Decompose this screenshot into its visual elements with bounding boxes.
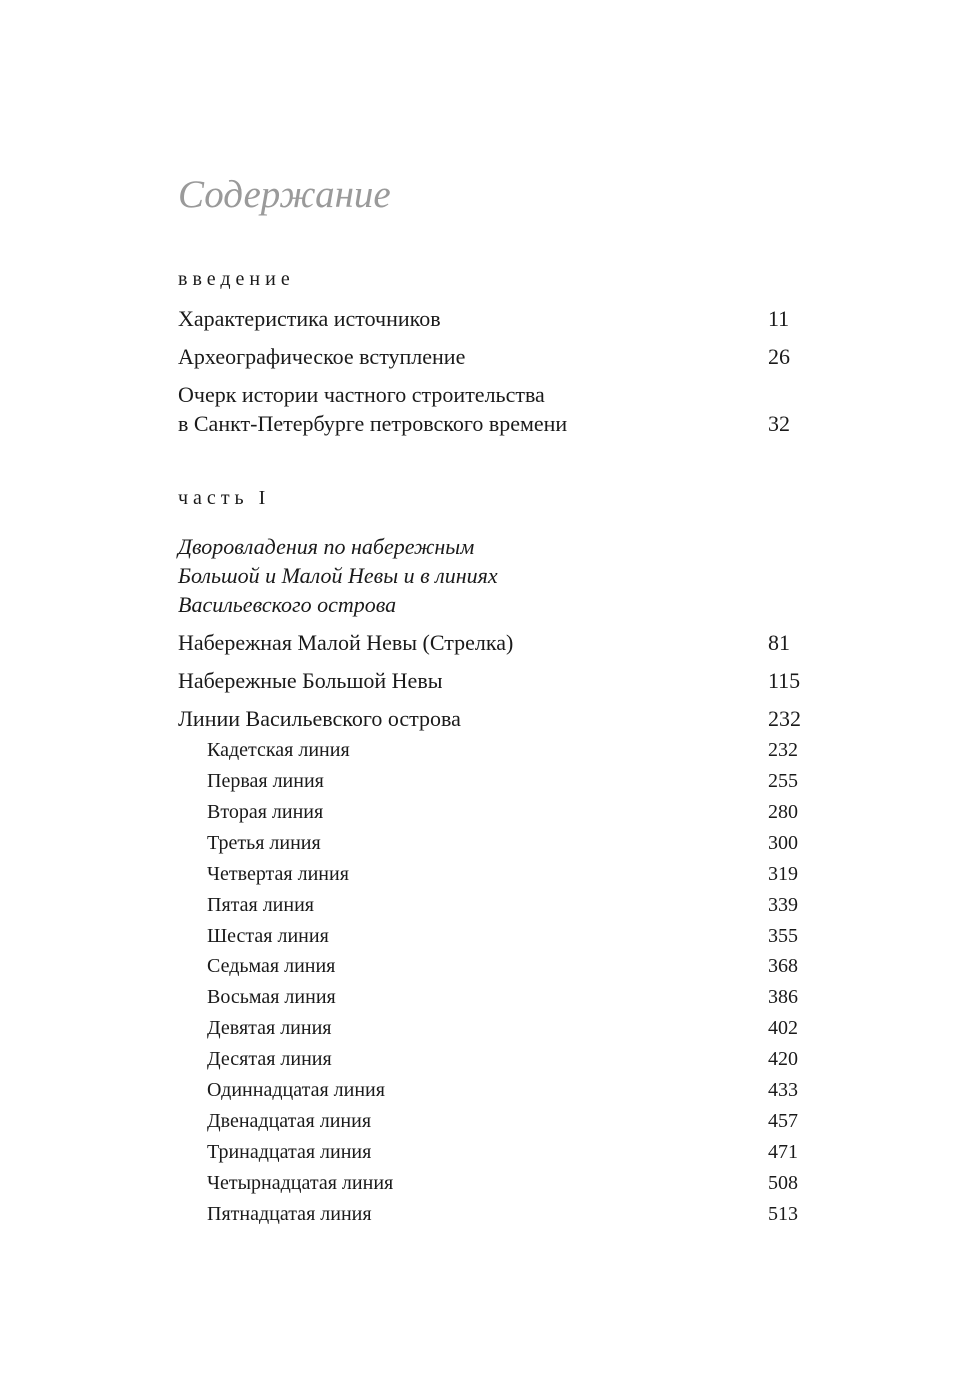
toc-subentry-title: Одиннадцатая линия: [207, 1079, 385, 1101]
toc-subentry-page: 368: [768, 955, 798, 977]
toc-entry-title: Археографическое вступление: [178, 344, 466, 369]
toc-subentry-page: 386: [768, 986, 798, 1008]
toc-entry-page: 26: [768, 344, 790, 369]
toc-subentry-page: 232: [768, 739, 798, 761]
page-title: Содержание: [178, 173, 391, 216]
toc-subentry[interactable]: [207, 923, 803, 949]
toc-subentry[interactable]: [207, 768, 803, 794]
toc-subentry[interactable]: [207, 1077, 803, 1103]
toc-subentry-title: Первая линия: [207, 770, 324, 792]
toc-subentry[interactable]: [207, 1046, 803, 1072]
toc-subentry[interactable]: [207, 892, 803, 918]
toc-subentry-page: 420: [768, 1048, 798, 1070]
toc-subentry[interactable]: [207, 953, 803, 979]
part-heading: [178, 532, 498, 619]
toc-subentry[interactable]: [207, 737, 803, 763]
toc-entry-page: 232: [768, 706, 801, 731]
toc-entry-title-line: Очерк истории частного строительства: [178, 382, 545, 407]
toc-subentry-title: Кадетская линия: [207, 739, 350, 761]
toc-subentry-page: 433: [768, 1079, 798, 1101]
part-heading-line: Большой и Малой Невы и в линиях: [178, 563, 498, 588]
toc-subentry-page: 402: [768, 1017, 798, 1039]
toc-entry-title: Характеристика источников: [178, 306, 441, 331]
toc-subentry-page: 280: [768, 801, 798, 823]
toc-subentry[interactable]: [207, 799, 803, 825]
toc-subentry-title: Вторая линия: [207, 801, 324, 823]
toc-entry-title-line: в Санкт-Петербурге петровского времени: [178, 411, 568, 436]
toc-entry-page: 11: [768, 306, 790, 331]
toc-subentry-page: 513: [768, 1203, 798, 1225]
toc-subentry[interactable]: [207, 1139, 803, 1165]
toc-subentry[interactable]: [207, 1201, 803, 1227]
toc-subentry-title: Восьмая линия: [207, 986, 336, 1008]
toc-subentry[interactable]: [207, 984, 803, 1010]
toc-subentry-page: 255: [768, 770, 798, 792]
toc-subentry-title: Четвертая линия: [207, 863, 349, 885]
toc-subentry-page: 508: [768, 1172, 798, 1194]
toc-subentry-title: Девятая линия: [207, 1017, 332, 1039]
toc-subentry-page: 355: [768, 925, 798, 947]
toc-subentry-title: Тринадцатая линия: [207, 1141, 372, 1163]
toc-subentry-page: 457: [768, 1110, 798, 1132]
toc-entry-page: 115: [768, 668, 801, 693]
toc-subentry-title: Пятнадцатая линия: [207, 1203, 372, 1225]
toc-subentry-title: Десятая линия: [207, 1048, 332, 1070]
toc-entry-page: 32: [768, 411, 790, 436]
toc-subentry-title: Пятая линия: [207, 894, 314, 916]
toc-subentry-page: 319: [768, 863, 798, 885]
toc-subentry-page: 471: [768, 1141, 798, 1163]
toc-subentry[interactable]: [207, 1108, 803, 1134]
toc-subentry-page: 339: [768, 894, 798, 916]
section-label-intro: введение: [178, 268, 295, 290]
toc-subentry-title: Шестая линия: [207, 925, 329, 947]
toc-subentry-title: Седьмая линия: [207, 955, 336, 977]
toc-entry-title: Набережные Большой Невы: [178, 668, 443, 693]
toc-entry[interactable]: [178, 342, 806, 371]
toc-subentry-title: Двенадцатая линия: [207, 1110, 372, 1132]
toc-subentry[interactable]: [207, 861, 803, 887]
toc-subentry-title: Третья линия: [207, 832, 321, 854]
toc-subentry-page: 300: [768, 832, 798, 854]
toc-entry-title: Набережная Малой Невы (Стрелка): [178, 630, 514, 655]
toc-subentry-title: Четырнадцатая линия: [207, 1172, 394, 1194]
toc-subentry[interactable]: [207, 830, 803, 856]
section-label-part1: часть I: [178, 487, 271, 509]
part-heading-line: Дворовладения по набережным: [178, 534, 475, 559]
part-heading-line: Васильевского острова: [178, 592, 397, 617]
toc-entry[interactable]: [178, 380, 806, 438]
toc-entry[interactable]: [178, 628, 806, 657]
toc-entry[interactable]: [178, 304, 806, 333]
toc-subentry[interactable]: [207, 1015, 803, 1041]
toc-subentry[interactable]: [207, 1170, 803, 1196]
toc-entry[interactable]: [178, 666, 806, 695]
toc-entry[interactable]: [178, 704, 806, 733]
toc-entry-page: 81: [768, 630, 790, 655]
toc-entry-title: Линии Васильевского острова: [178, 706, 461, 731]
